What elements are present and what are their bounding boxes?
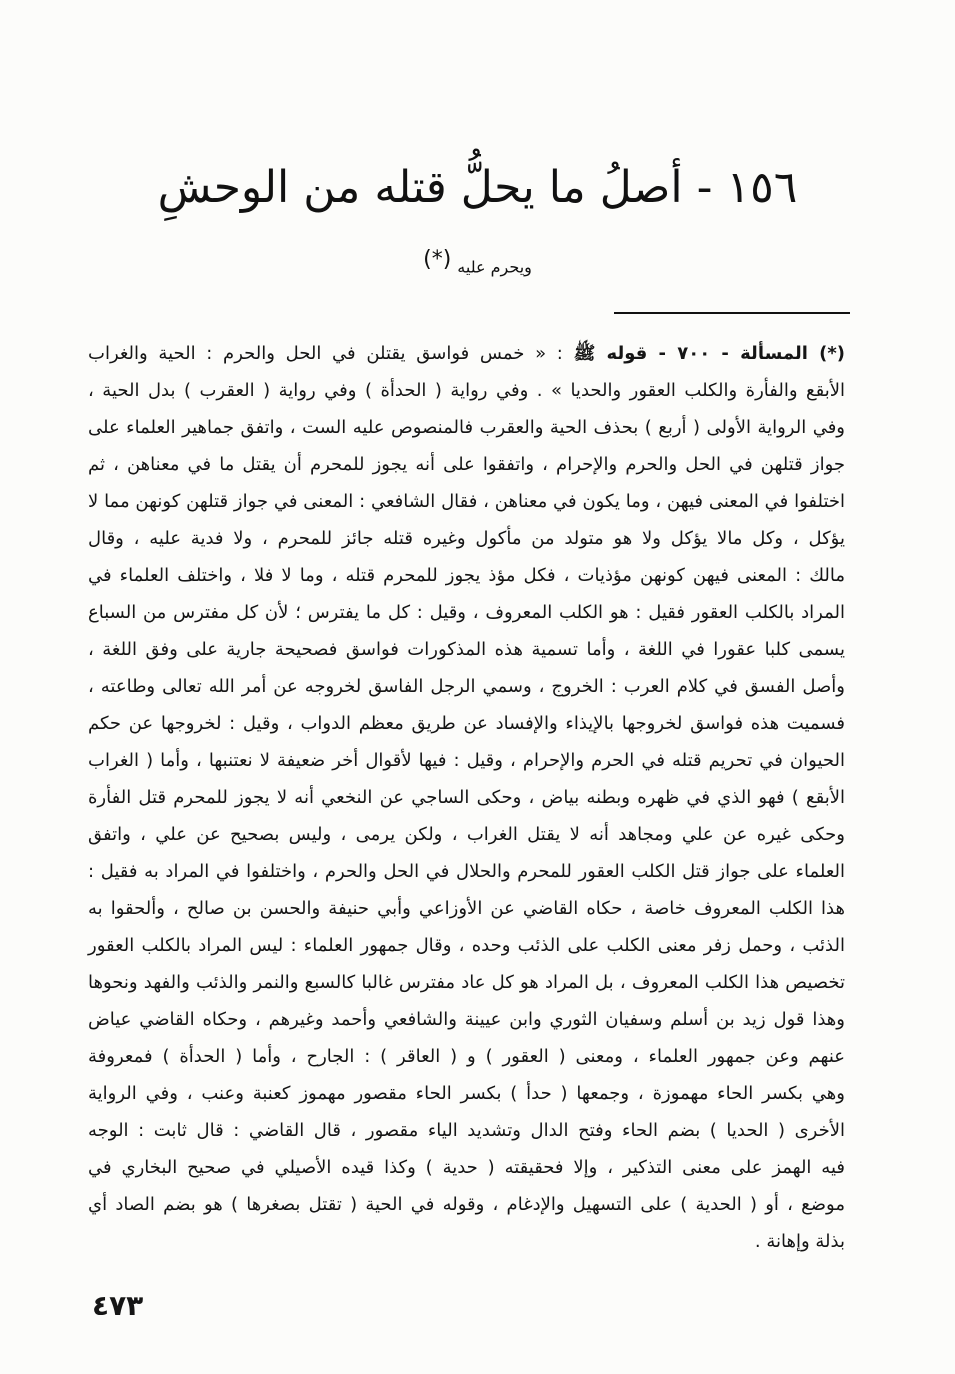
footnote-line: هذا الكلب المعروف خاصة ، حكاه القاضي عن الأوزاعي وأبي حنيفة والحسن بن صالح ، وألحقوا به (88, 898, 845, 919)
footnote-line: وهذا قول زيد بن أسلم وسفيان الثوري وابن عيينة والشافعي وأحمد وغيرهم ، وحكاه القاضي عياض (88, 1009, 845, 1030)
footnote-line: موضع ، أو ( الحدية ) على التسهيل والإدغام ، وقوله في الحية ( تقتل بصغرها ) هو بضم الصاد أي (88, 1194, 845, 1215)
footnote-line: عنهم وعن جمهور العلماء ، ومعنى ( العقور ) و ( العاقر ) : الجارح ، وأما ( الحدأة ) فمعروفة (88, 1046, 845, 1067)
footnote-line (88, 335, 845, 372)
footnote-line: الأبقع ) فهو الذي في ظهره وبطنه بياض ، وحكى الساجي عن النخعي أنه لا يجوز للمحرم قتل الفأرة (88, 787, 845, 808)
footnote-line: المراد بالكلب العقور فقيل : هو الكلب المعروف ، وقيل : كل ما يفترس ؛ لأن كل مفترس من السباع (88, 602, 845, 623)
footnote-reference-marker: (*) (423, 247, 452, 272)
chapter-subtitle-text: ويحرم عليه (457, 257, 532, 277)
footnote-line: الذئب ، وحمل زفر معنى الكلب على الذئب وحده ، وقال جمهور العلماء : ليس المراد بالكلب العقور (88, 935, 845, 956)
footnote-line: وأصل الفسق في كلام العرب : الخروج ، وسمي الرجل الفاسق لخروجه عن أمر الله تعالى وطاعته ، (88, 676, 845, 697)
page-number: ٤٧٣ (92, 1289, 144, 1322)
footnote (88, 335, 845, 1260)
footnote-line: تخصيص هذا الكلب المعروف ، بل المراد هو كل عاد مفترس غالبا كالسبع والنمر والذئب والفهد ونحوها (88, 972, 845, 993)
footnote-line: جواز قتلهن في الحل والحرم والإحرام ، واتفقوا على أنه يجوز للمحرم أن يقتل ما في معناهن ، ثم (88, 454, 845, 475)
footnote-line: وفي الرواية الأولى ( أربع ) بحذف الحية والعقرب فالمنصوص عليه الست ، واتفق جماهير العلماء على (88, 417, 845, 438)
footnote-line: وحكى غيره عن علي ومجاهد أنه لا يقتل الغراب ، ولكن يرمى ، وليس بصحيح عن علي ، واتفق (88, 824, 845, 845)
footnote-line: العلماء على جواز قتل الكلب العقور للمحرم والحلال في الحل والحرم ، واختلفوا في المراد به فقيل : (88, 861, 845, 882)
footnote-line: يسمى كلبا عقورا في اللغة ، وأما تسمية هذه المذكورات فواسق فصحيحة جارية على وفق اللغة ، (88, 639, 845, 660)
footnote-line: فسميت هذه فواسق لخروجها بالإيذاء والإفساد عن طريق معظم الدواب ، وقيل : لخروجها عن حكم (88, 713, 845, 734)
footnote-line: وهي بكسر الحاء مهموزة ، وجمعها ( حدأ ) بكسر الحاء مقصور مهموز كعنبة وعنب ، وفي الرواية (88, 1083, 845, 1104)
footnote-line: مالك : المعنى فيهن كونهن مؤذيات ، فكل مؤذ يجوز للمحرم قتله ، وما لا فلا ، واختلف العلماء في (88, 565, 845, 586)
footnote-line: الأبقع والفأرة والكلب العقور والحديا » . وفي رواية ( الحدأة ) وفي رواية ( العقرب ) بدل الحية ، (88, 380, 845, 401)
footnote-line: فيه الهمز على معنى التذكير ، وإلا فحقيقته ( حدية ) وكذا قيده الأصيلي في صحيح البخاري في (88, 1157, 845, 1178)
chapter-title: ١٥٦ - أصلُ ما يحلُّ قتله من الوحشِ (157, 162, 798, 213)
footnote-line: اختلفوا في المعنى فيهن ، وما يكون في معناهن ، فقال الشافعي : المعنى في جواز قتلهن كونهن مما لا (88, 491, 845, 512)
footnote-line: الأخرى ( الحديا ) بضم الحاء وفتح الدال وتشديد الياء مقصور ، قال القاضي : قال ثابت : الوجه (88, 1120, 845, 1141)
footnote-line: بذلة وإهانة . (754, 1231, 845, 1252)
chapter-subtitle (40, 230, 915, 297)
footnote-line-text: : « خمس فواسق يقتلن في الحل والحرم : الحية والغراب (88, 343, 563, 364)
footnote-line: الحيوان في تحريم قتله في الحرم والإحرام ، وقيل : فيها لأقوال أخر ضعيفة لا نعتنبها ، وأما ( الغراب (88, 750, 845, 771)
footnote-line: يؤكل ، وكل مالا يؤكل ولا هو متولد من مأكول وغيره قتله جائز للمحرم ، ولا فدية عليه ، وقال (88, 528, 845, 549)
footnote-separator (614, 312, 850, 314)
footnote-lead: (*) المسألة - ٧٠٠ - قوله ﷺ (573, 343, 845, 364)
